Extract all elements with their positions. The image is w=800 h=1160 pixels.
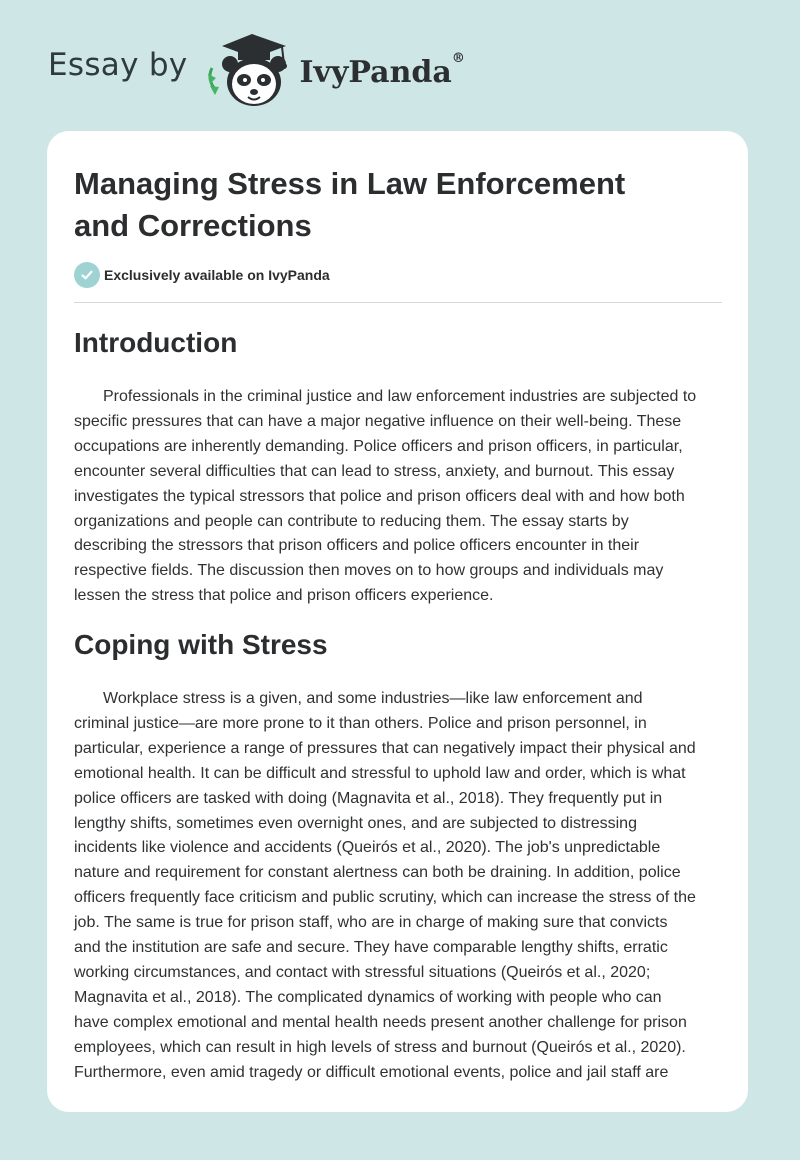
essay-card bbox=[47, 131, 748, 1112]
check-circle-icon bbox=[74, 262, 100, 288]
section-heading-introduction: Introduction bbox=[74, 327, 238, 358]
exclusive-badge bbox=[74, 262, 330, 288]
section-body-coping-with-stress: Workplace stress is a given, and some industries—like law enforcement and criminal justice—are more prone to it than others. Police and prison personnel, in particular, experience a range of pressures that can negatively impact their physical and emotional health. It can be difficult and stressful to uphold law and order, which is what police officers are tasked with doing (Magnavita et al., 2018). They frequently put in lengthy shifts, sometimes even overnight ones, and are subjected to distressing incidents like violence and accidents (Queirós et al., 2020). The job's unpredictable nature and requirement for constant alertness can both be draining. In addition, police officers frequently face criticism and public scrutiny, which can increase the stress of the job. The same is true for prison staff, who are in charge of making sure that convicts and the institution are safe and secure. They have comparable lengthy shifts, erratic working circumstances, and contact with stressful situations (Queirós et al., 2020; Magnavita et al., 2018). The complicated dynamics of working with people who can have complex emotional and mental health needs present another challenge for prison employees, which can result in high levels of stress and burnout (Queirós et al., 2020). Furthermore, even amid tragedy or difficult emotional events, police and jail staff are bbox=[74, 690, 696, 1081]
section-body-introduction: Professionals in the criminal justice and law enforcement industries are subjected to specific pressures that can have a major negative influence on their well-being. These occupations are inherently demanding. Police officers and prison officers, in particular, encounter several difficulties that can lead to stress, anxiety, and burnout. This essay investigates the typical stressors that police and prison officers deal with and how both organizations and people can contribute to reducing them. The essay starts by describing the stressors that prison officers and police officers encounter in their respective fields. The discussion then moves on to how groups and individuals may lessen the stress that police and prison officers experience. bbox=[74, 388, 697, 605]
brand-name[interactable] bbox=[299, 50, 465, 90]
site-header bbox=[48, 30, 465, 110]
exclusive-badge-text: Exclusively available on IvyPanda bbox=[104, 267, 330, 283]
divider bbox=[74, 302, 722, 303]
brand-text: IvyPanda bbox=[299, 54, 452, 90]
section-heading-coping-with-stress: Coping with Stress bbox=[74, 629, 328, 660]
registered-mark: ® bbox=[451, 50, 465, 66]
panda-graduate-logo-icon[interactable] bbox=[202, 30, 294, 110]
essay-title: Managing Stress in Law Enforcement and Corrections bbox=[74, 166, 626, 243]
essay-by-label: Essay by bbox=[48, 47, 188, 83]
